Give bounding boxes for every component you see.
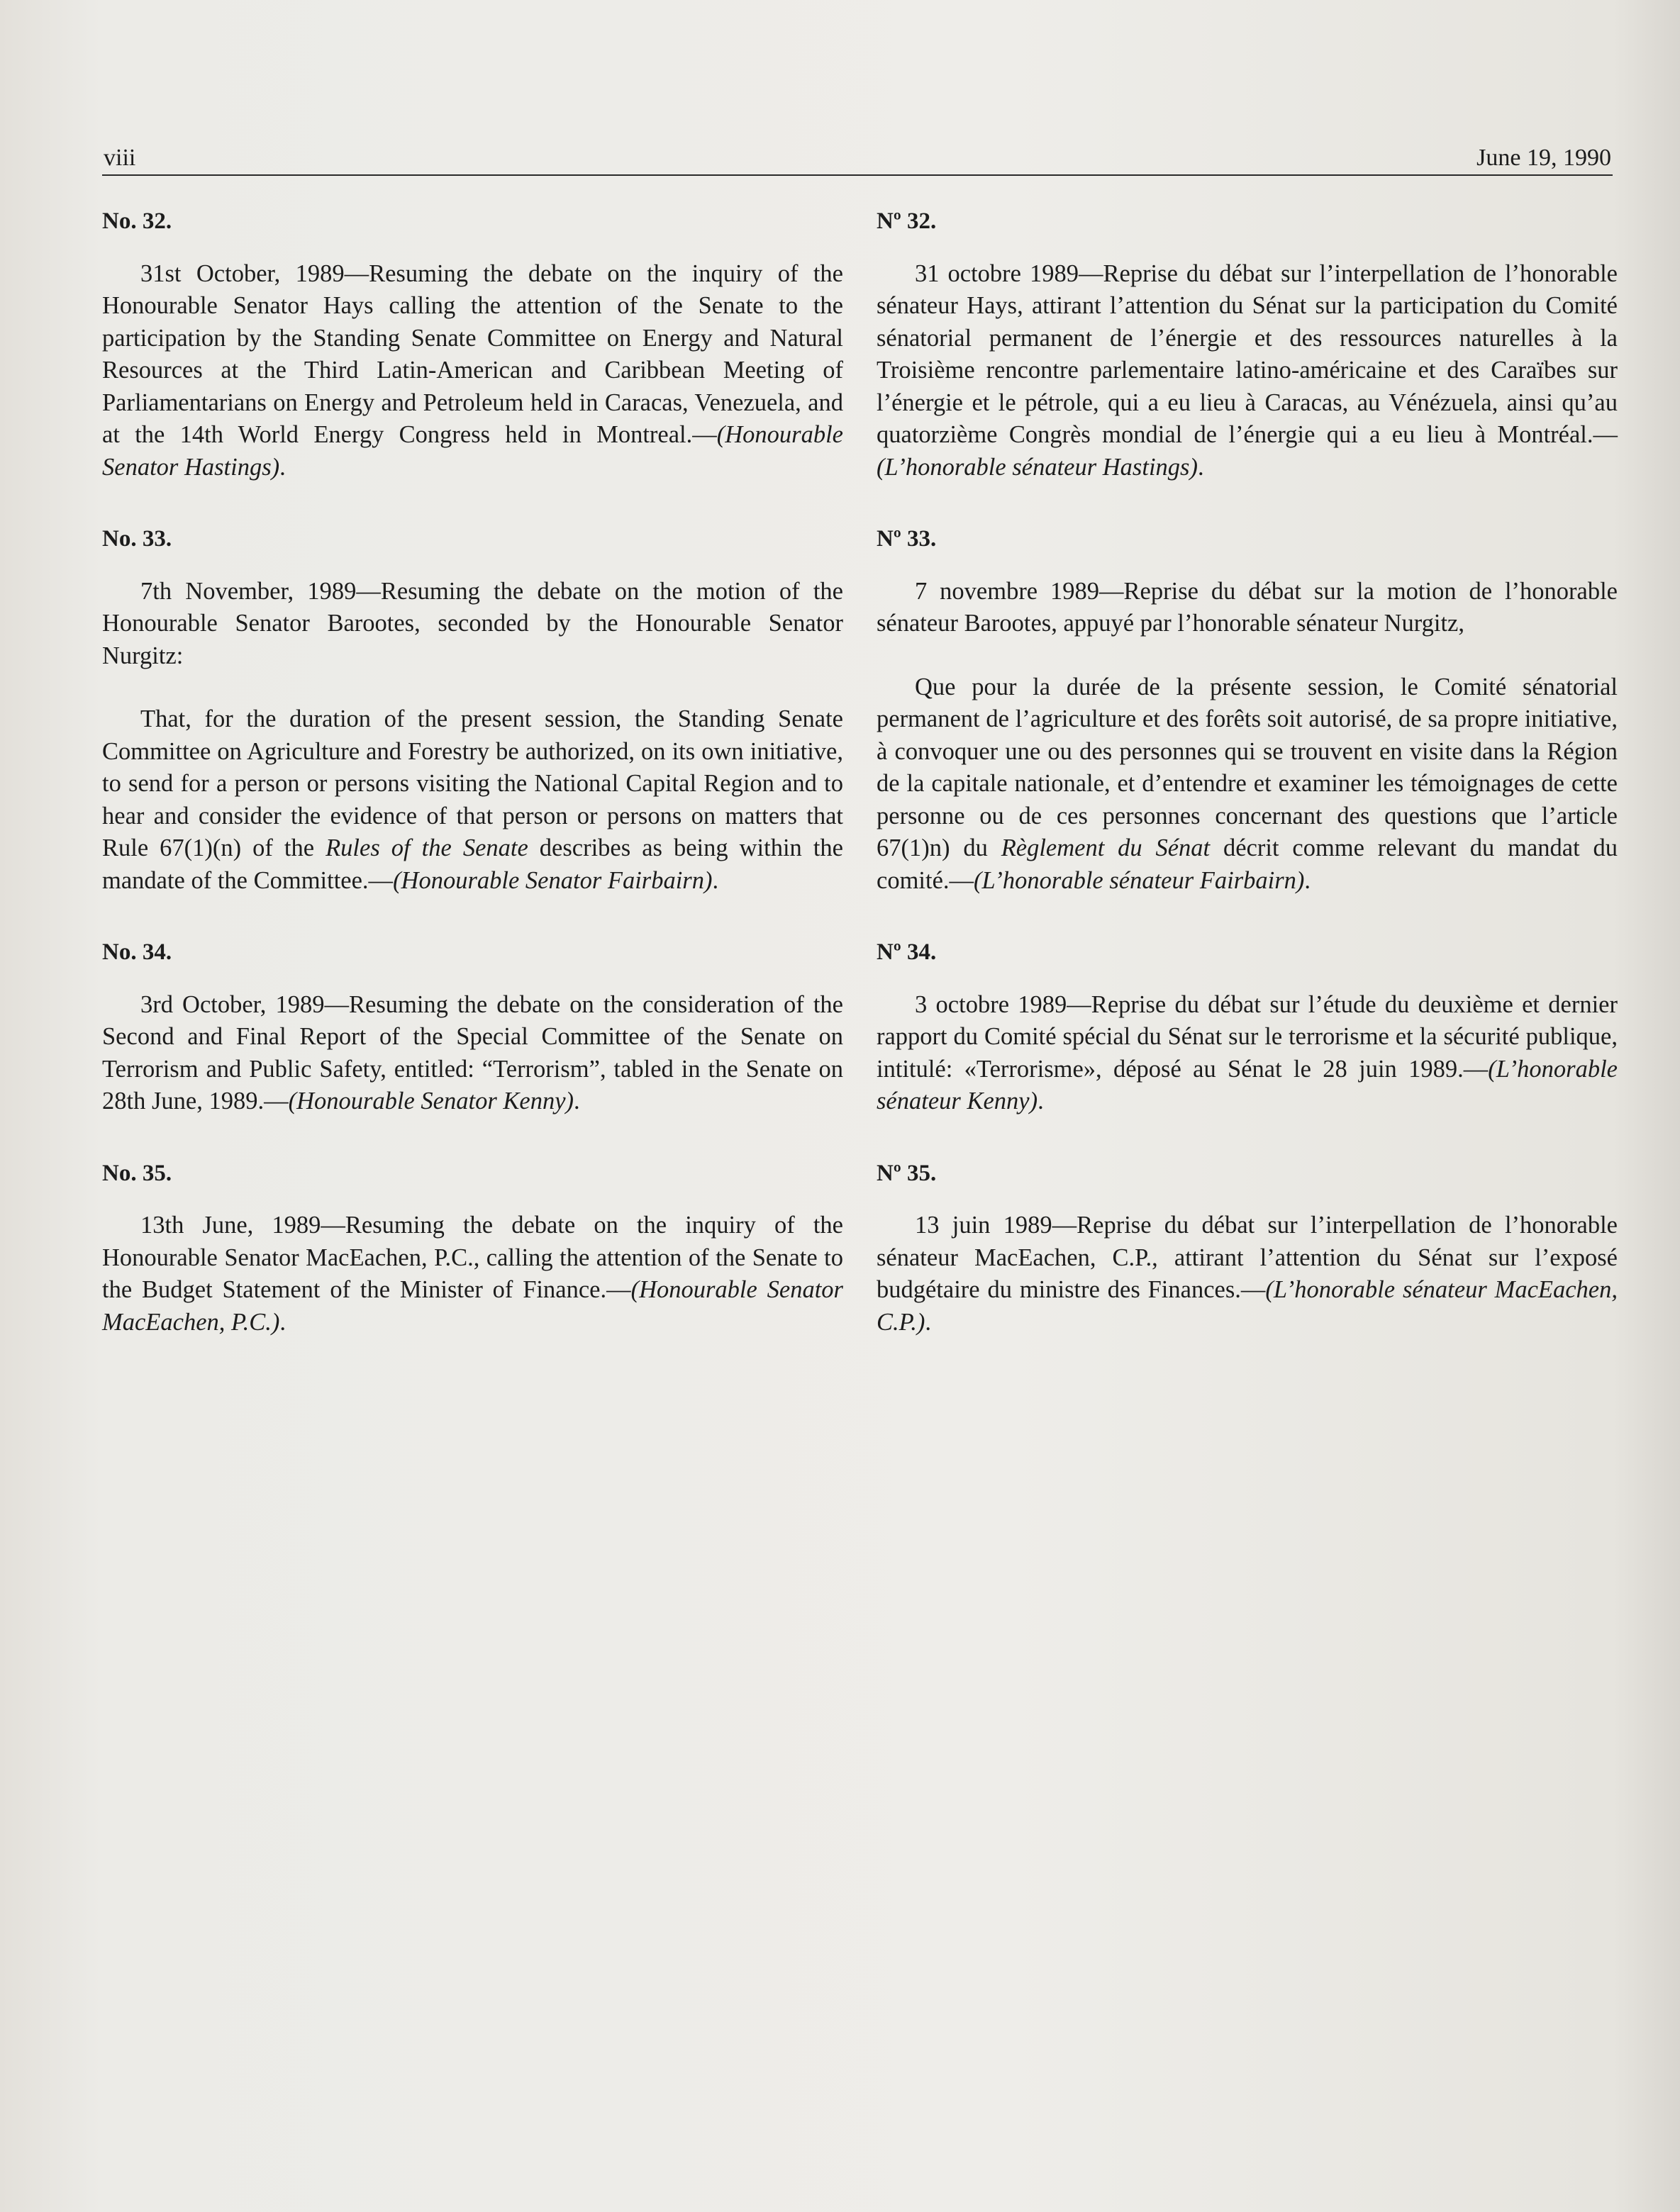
item-number: No. 35. (102, 1160, 172, 1186)
item-number: No. 32. (102, 208, 172, 234)
motion-text: Que pour la durée de la présente session, le Comité sénatorial permanent de l’agriculture et des forêts soit autorisé, de sa propre initiative, à convoquer une ou des personnes qui se trouvent en visite dans la Région de la capitale nationale, et d’entendre et examiner les témoignages de cette personne ou de ces personnes concernant des questions que l’article 67(1)n) du Règlement du Sénat décrit comme relevant du mandat du comité.—(L’honorable sénateur Fairbairn). (877, 673, 1618, 894)
item-paragraph: 31 octobre 1989—Reprise du débat sur l’interpellation de l’honorable sénateur Hays, attirant l’attention du Sénat sur la participation du Comité sénatorial permanent de l’énergie et des ressources naturelles à la Troisième rencontre parlementaire latino-américaine et des Caraïbes sur l’énergie et le pétrole, qui a eu lieu à Caracas, au Vénézuela, ainsi qu’au quatorzième Congrès mondial de l’énergie qui a eu lieu à Montréal.—(L’honorable sénateur Hastings). (877, 259, 1618, 481)
item-number: No. 33. (102, 526, 172, 552)
page-number: viii (104, 145, 136, 171)
item-paragraph: 3 octobre 1989—Reprise du débat sur l’étude du deuxième et dernier rapport du Comité spécial du Sénat sur le terrorisme et la sécurité publique, intitulé: «Terrorisme», déposé au Sénat le 28 juin 1989.—(L’honorable sénateur Kenny). (877, 990, 1618, 1115)
item-paragraph: 3rd October, 1989—Resuming the debate on the consideration of the Second and Final Report of the Special Committee of the Senate on Terrorism and Public Safety, entitled: “Terrorism”, tabled in the Senate on 28th June, 1989.—(Honourable Senator Kenny). (102, 990, 843, 1115)
item-number: Nº 34. (877, 939, 937, 965)
item-paragraph: 13 juin 1989—Reprise du débat sur l’interpellation de l’honorable sénateur MacEachen, C.P., attirant l’attention du Sénat sur l’exposé budgétaire du ministre des Finances.—(L’honorable sénateur MacEachen, C.P.). (877, 1212, 1618, 1336)
motion-text: That, for the duration of the present session, the Standing Senate Committee on Agriculture and Forestry be authorized, on its own initiative, to send for a person or persons visiting the National Capital Region and to hear and consider the evidence of that person or persons on matters that Rule 67(1)(n) of the Rules of the Senate describes as being within the mandate of the Committee.—(Honourable Senator Fairbairn). (102, 705, 843, 894)
page-header (102, 139, 1613, 176)
item-number: Nº 35. (877, 1160, 937, 1186)
item-number: No. 34. (102, 939, 172, 965)
item-paragraph: 7 novembre 1989—Reprise du débat sur la motion de l’honorable sénateur Barootes, appuyé par l’honorable sénateur Nurgitz, (877, 577, 1618, 637)
item-number: Nº 32. (877, 208, 937, 234)
item-paragraph: 7th November, 1989—Resuming the debate on the motion of the Honourable Senator Barootes, seconded by the Honourable Senator Nurgitz: (102, 577, 843, 669)
item-number: Nº 33. (877, 526, 937, 552)
item-paragraph: 13th June, 1989—Resuming the debate on the inquiry of the Honourable Senator MacEachen, P.C., calling the attention of the Senate to the Budget Statement of the Minister of Finance.—(Honourable Senator MacEachen, P.C.). (102, 1212, 843, 1336)
item-paragraph: 31st October, 1989—Resuming the debate on the inquiry of the Honourable Senator Hays calling the attention of the Senate to the participation by the Standing Senate Committee on Energy and Natural Resources at the Third Latin-American and Caribbean Meeting of Parliamentarians on Energy and Petroleum held in Caracas, Venezuela, and at the 14th World Energy Congress held in Montreal.—(Honourable Senator Hastings). (102, 259, 843, 481)
english-column (102, 206, 843, 1378)
french-column (877, 206, 1618, 1378)
header-date: June 19, 1990 (1476, 145, 1611, 171)
